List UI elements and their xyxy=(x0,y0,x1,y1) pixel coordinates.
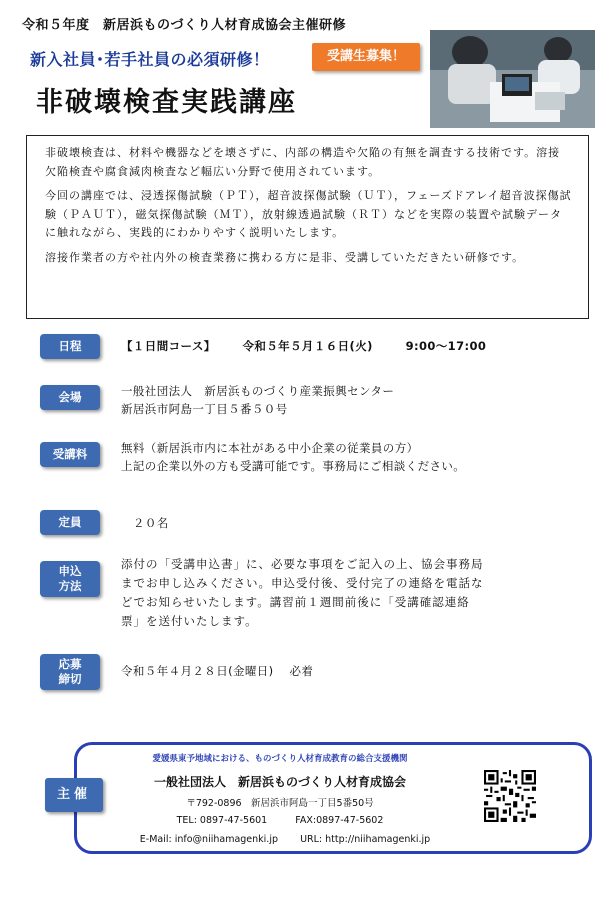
venue-label: 会場 xyxy=(40,385,100,410)
application-label-line2: 方法 xyxy=(58,579,82,593)
email-link[interactable]: info@niihamagenki.jp xyxy=(174,834,278,845)
fee-label: 受講料 xyxy=(40,442,100,467)
application-line-2: までお申し込みください。申込受付後、受付完了の連絡を電話な xyxy=(121,576,484,590)
intro-paragraph-2: 今回の講座では、浸透探傷試験（ＰＴ），超音波探傷試験（ＵＴ），フェーズドアレイ超音波探傷試験（ＰＡＵＴ），磁気探傷試験（ＭＴ），放射線透過試験（ＲＴ）などを実際の装置や試験データに触れながら、実践的にわかりやすく説明いたします。 xyxy=(45,189,572,239)
capacity-value: ２０名 xyxy=(133,516,169,530)
schedule-date: 令和５年５月１６日(火) xyxy=(242,339,373,353)
email-label: E-Mail: xyxy=(139,834,172,845)
recruiting-badge: 受講生募集！ xyxy=(312,43,420,71)
application-line-1: 添付の「受講申込書」に、必要な事項をご記入の上、協会事務局 xyxy=(121,557,484,571)
deadline-label xyxy=(40,654,100,690)
host-phone-fax xyxy=(110,815,450,826)
host-organization: 一般社団法人 新居浜ものづくり人材育成協会 xyxy=(153,775,406,789)
schedule-label: 日程 xyxy=(40,334,100,359)
schedule-time: 9:00～17:00 xyxy=(405,339,487,353)
application-line-4: 票」を送付いたします。 xyxy=(121,614,258,628)
application-instructions xyxy=(121,555,484,631)
venue-name: 一般社団法人 新居浜ものづくり産業振興センター xyxy=(121,384,395,398)
schedule-row xyxy=(121,337,486,355)
website-link[interactable]: http://niihamagenki.jp xyxy=(325,834,431,845)
intro-paragraph-1: 非破壊検査は、材料や機器などを壊さずに、内部の構造や欠陥の有無を調査する技術です。溶接欠陥検査や腐食減肉検査など幅広い分野で使用されています。 xyxy=(45,146,561,178)
url-label: URL: xyxy=(300,834,323,845)
page-title: 非破壊検査実践講座 xyxy=(36,87,297,118)
deadline-label-line1: 応募 xyxy=(58,657,82,671)
host-label: 主催 xyxy=(45,778,103,812)
application-label-line1: 申込 xyxy=(58,564,82,578)
fee-note: 上記の企業以外の方も受講可能です。事務局にご相談ください。 xyxy=(121,459,466,473)
qr-code-icon[interactable] xyxy=(484,770,536,822)
host-fax: FAX:0897-47-5602 xyxy=(295,815,384,826)
schedule-course: 【１日間コース】 xyxy=(121,339,216,353)
venue-row xyxy=(121,382,394,418)
event-organizer-line: 令和５年度 新居浜ものづくり人材育成協会主催研修 xyxy=(22,18,347,33)
host-contact-links xyxy=(105,834,465,845)
capacity-label: 定員 xyxy=(40,510,100,535)
intro-paragraph-3: 溶接作業者の方や社内外の検査業務に携わる方に是非、受講していただきたい研修です。 xyxy=(45,250,525,264)
host-tel: TEL: 0897-47-5601 xyxy=(176,815,268,826)
fee-detail: 無料（新居浜市内に本社がある中小企業の従業員の方） xyxy=(121,441,419,455)
deadline-value: 令和５年４月２８日(金曜日) 必着 xyxy=(121,664,314,678)
training-photo xyxy=(430,30,595,128)
application-label xyxy=(40,561,100,597)
deadline-label-line2: 締切 xyxy=(58,672,82,686)
application-line-3: どでお知らせいたします。講習前１週間前後に「受講確認連絡 xyxy=(121,595,470,609)
venue-address: 新居浜市阿島一丁目５番５０号 xyxy=(121,402,288,416)
host-tagline: 愛媛県東予地域における、ものづくり人材育成教育の総合支援機関 xyxy=(152,754,408,764)
subtitle: 新入社員･若手社員の必須研修！ xyxy=(30,50,270,69)
fee-row xyxy=(121,439,465,475)
host-address: 〒792-0896 新居浜市阿島一丁目5番50号 xyxy=(186,798,374,809)
intro-description xyxy=(26,135,589,319)
